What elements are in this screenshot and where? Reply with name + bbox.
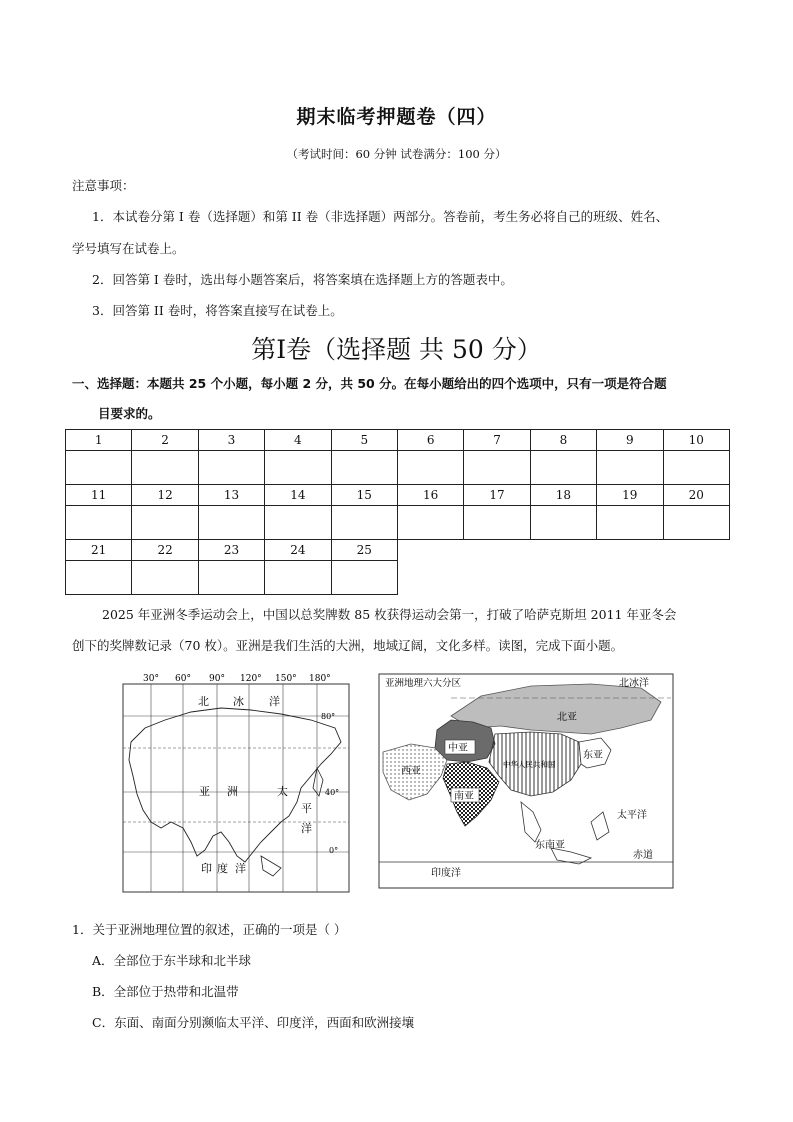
- equator-label: 赤道: [633, 850, 653, 861]
- table-row: [66, 485, 730, 506]
- answer-cell[interactable]: [265, 451, 331, 485]
- question-1-stem: 1．关于亚洲地理位置的叙述，正确的一项是（ ）: [72, 922, 347, 937]
- notice-item-1: 1．本试卷分第 I 卷（选择题）和第 II 卷（非选择题）两部分。答卷前，考生务必将自己的班级、姓名、: [92, 209, 669, 224]
- answer-number: 20: [663, 485, 729, 506]
- answer-cell[interactable]: [331, 561, 397, 595]
- table-empty-area: [397, 540, 729, 595]
- answer-cell[interactable]: [397, 506, 463, 540]
- answer-number: 21: [66, 540, 132, 561]
- answer-cell[interactable]: [66, 561, 132, 595]
- ocean-label: 太: [277, 785, 288, 798]
- answer-number: 13: [198, 485, 264, 506]
- notice-item-1-cont: 学号填写在试卷上。: [72, 241, 185, 256]
- lat-label: 0°: [329, 846, 339, 855]
- ocean-label: 平: [301, 802, 312, 815]
- answer-cell[interactable]: [397, 451, 463, 485]
- answer-cell[interactable]: [597, 506, 663, 540]
- lon-label: 90°: [209, 674, 225, 684]
- table-row: [66, 430, 730, 451]
- question-1-option-c[interactable]: C．东面、南面分别濒临太平洋、印度洋，西面和欧洲接壤: [92, 1015, 415, 1030]
- notice-item-2: 2．回答第 I 卷时，选出每小题答案后，将答案填在选择题上方的答题表中。: [92, 272, 513, 287]
- lon-label: 150°: [275, 674, 297, 684]
- region-label: 北亚: [557, 712, 577, 723]
- answer-number: 9: [597, 430, 663, 451]
- region-label: 南亚: [454, 791, 474, 802]
- left-map: [123, 674, 349, 892]
- lon-label: 120°: [240, 674, 262, 684]
- answer-cell[interactable]: [198, 451, 264, 485]
- region-map-title: 亚洲地理六大分区: [385, 678, 462, 689]
- answer-cell[interactable]: [331, 506, 397, 540]
- answer-number: 17: [464, 485, 530, 506]
- answer-cell[interactable]: [66, 451, 132, 485]
- answer-number: 14: [265, 485, 331, 506]
- answer-cell[interactable]: [132, 506, 198, 540]
- ocean-label: 印: [201, 862, 212, 875]
- region-label: 中亚: [448, 743, 468, 754]
- answer-cell[interactable]: [663, 506, 729, 540]
- answer-number: 1: [66, 430, 132, 451]
- region-label: 东亚: [583, 750, 603, 761]
- notice-heading: 注意事项：: [72, 178, 135, 193]
- ocean-label: 洋: [269, 695, 280, 708]
- right-map: [379, 674, 673, 888]
- table-row: [66, 451, 730, 485]
- notice-item-3: 3．回答第 II 卷时，将答案直接写在试卷上。: [92, 303, 343, 318]
- answer-number: 23: [198, 540, 264, 561]
- answer-cell[interactable]: [331, 451, 397, 485]
- ocean-label: 印度洋: [431, 868, 461, 879]
- page-title: 期末临考押题卷（四）: [296, 106, 497, 128]
- answer-cell[interactable]: [464, 506, 530, 540]
- answer-number: 11: [66, 485, 132, 506]
- answer-number: 6: [397, 430, 463, 451]
- answer-cell[interactable]: [198, 561, 264, 595]
- answer-number: 19: [597, 485, 663, 506]
- answer-cell[interactable]: [663, 451, 729, 485]
- ocean-label: 洋: [235, 862, 246, 875]
- ocean-label: 北冰洋: [619, 678, 649, 689]
- section-instruction: 一、选择题：本题共 25 个小题，每小题 2 分，共 50 分。在每小题给出的四个选项中，只有一项是符合题: [72, 376, 667, 391]
- exam-info: （考试时间：60 分钟 试卷满分：100 分）: [286, 147, 507, 161]
- answer-cell[interactable]: [464, 451, 530, 485]
- lon-label: 180°: [309, 674, 331, 684]
- table-row: [66, 506, 730, 540]
- asia-maps-figure: [121, 672, 676, 894]
- answer-number: 7: [464, 430, 530, 451]
- ocean-label: 度: [217, 862, 228, 875]
- answer-number: 12: [132, 485, 198, 506]
- ocean-label: 洋: [301, 822, 312, 835]
- answer-cell[interactable]: [132, 451, 198, 485]
- lat-label: 40°: [325, 788, 340, 797]
- answer-number: 15: [331, 485, 397, 506]
- answer-number: 2: [132, 430, 198, 451]
- region-label: 中华人民共和国: [503, 760, 556, 769]
- question-1-option-a[interactable]: A．全部位于东半球和北半球: [92, 953, 252, 968]
- answer-number: 18: [530, 485, 596, 506]
- answer-cell[interactable]: [265, 561, 331, 595]
- answer-table: [65, 429, 730, 595]
- answer-number: 24: [265, 540, 331, 561]
- region-label: 西亚: [401, 766, 421, 777]
- answer-cell[interactable]: [530, 451, 596, 485]
- lon-label: 30°: [143, 674, 159, 684]
- ocean-label: 冰: [233, 695, 244, 708]
- answer-cell[interactable]: [66, 506, 132, 540]
- answer-cell[interactable]: [265, 506, 331, 540]
- answer-number: 16: [397, 485, 463, 506]
- answer-number: 3: [198, 430, 264, 451]
- answer-number: 10: [663, 430, 729, 451]
- answer-cell[interactable]: [198, 506, 264, 540]
- answer-number: 5: [331, 430, 397, 451]
- continent-label: 洲: [227, 785, 238, 798]
- ocean-label: 北: [198, 695, 209, 708]
- section-instruction-cont: 目要求的。: [98, 406, 161, 421]
- ocean-label: 太平洋: [617, 810, 647, 821]
- passage-line-1: 2025 年亚洲冬季运动会上，中国以总奖牌数 85 枚获得运动会第一，打破了哈萨克斯坦 2011 年亚冬会: [102, 607, 677, 622]
- passage-line-2: 创下的奖牌数记录（70 枚）。亚洲是我们生活的大洲，地域辽阔，文化多样。读图，完成下面小题。: [72, 638, 624, 653]
- answer-cell[interactable]: [132, 561, 198, 595]
- answer-number: 25: [331, 540, 397, 561]
- answer-cell[interactable]: [597, 451, 663, 485]
- lon-label: 60°: [175, 674, 191, 684]
- question-1-option-b[interactable]: B．全部位于热带和北温带: [92, 984, 239, 999]
- answer-number: 8: [530, 430, 596, 451]
- answer-number: 4: [265, 430, 331, 451]
- table-row: [66, 540, 730, 561]
- section-title: 第I卷（选择题 共 50 分）: [251, 335, 542, 364]
- lat-label: 80°: [321, 712, 336, 721]
- answer-cell[interactable]: [530, 506, 596, 540]
- region-label: 东南亚: [535, 840, 565, 851]
- continent-label: 亚: [199, 785, 210, 798]
- answer-number: 22: [132, 540, 198, 561]
